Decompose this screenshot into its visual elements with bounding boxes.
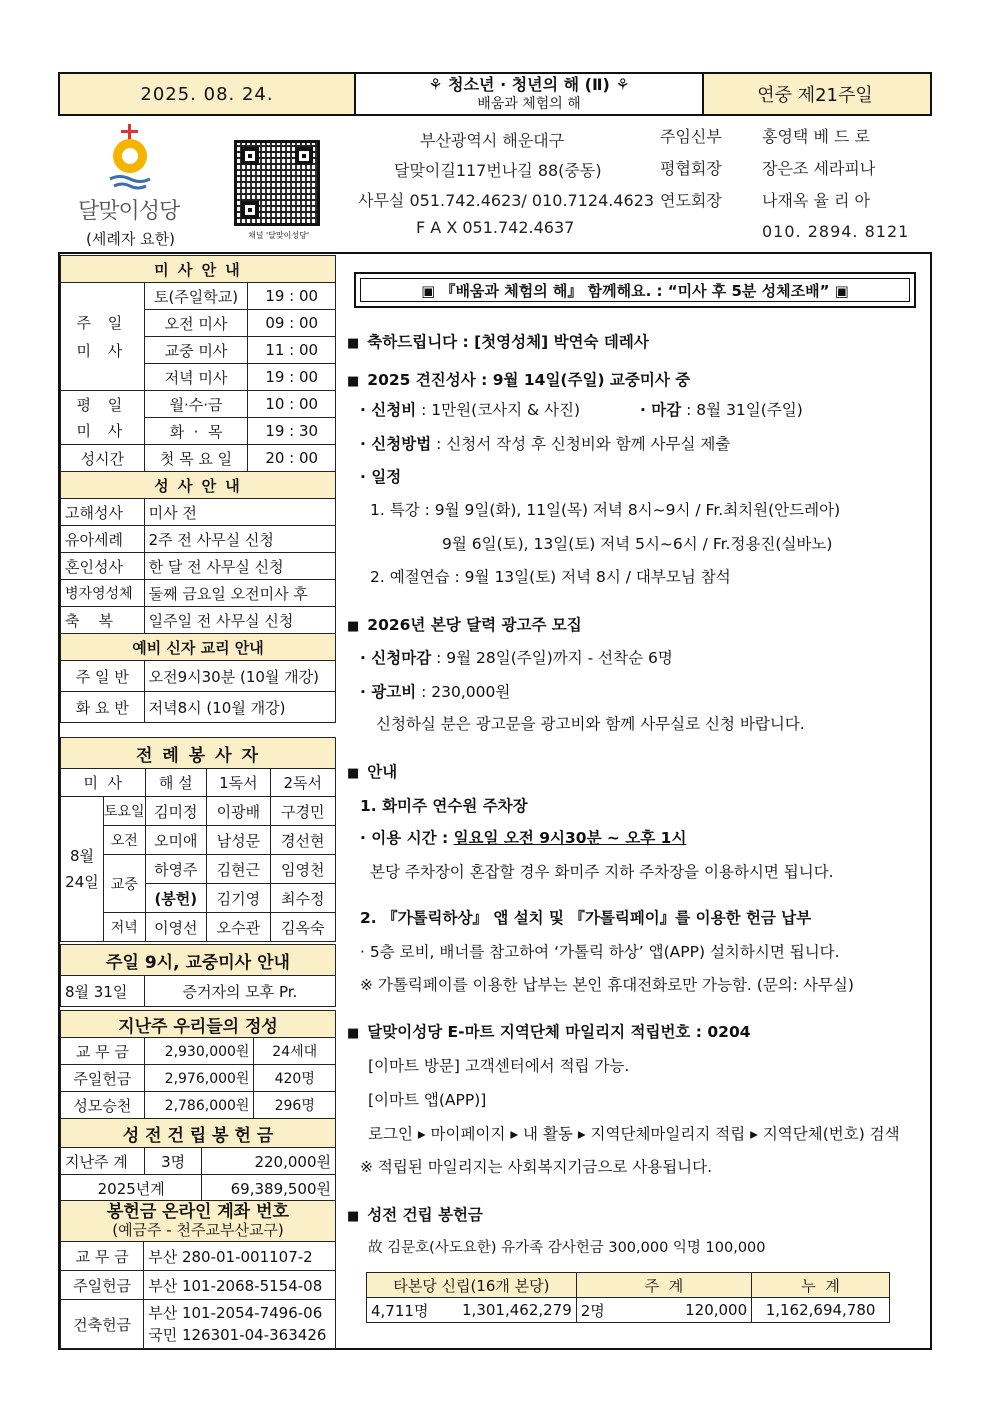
building-lastweek-label: 지난주 계 — [61, 1148, 145, 1175]
banner-box — [354, 272, 916, 308]
summary-header: 주 계 — [576, 1273, 751, 1298]
summary-header: 누 계 — [752, 1273, 890, 1298]
notice1-time — [360, 826, 686, 848]
minister-name: (봉헌) — [145, 884, 207, 913]
account-name: 주일헌금 — [61, 1271, 144, 1300]
minister-name: 김옥숙 — [270, 913, 335, 942]
catechism-class-value: 오전9시30분 (10월 개강) — [144, 661, 335, 692]
calendar-deadline — [360, 646, 673, 668]
year-theme — [354, 74, 704, 114]
year-theme-subtitle: 배움과 체험의 해 — [477, 96, 581, 112]
minister-name: 구경민 — [270, 797, 335, 826]
parish-logo-icon — [100, 124, 160, 194]
building-fund-table — [60, 1118, 336, 1202]
ministers-header: 1독서 — [207, 769, 270, 797]
staff-name-1: 홍영택 베 드 로 — [762, 127, 870, 146]
summary-cell: 2명 — [576, 1298, 634, 1323]
weekday-mass-name: 화 · 목 — [144, 418, 248, 445]
accounts-title-cell — [61, 1201, 336, 1242]
minister-mass: 교중 — [103, 855, 145, 913]
calendar-deadline-label: · 신청마감 — [360, 649, 432, 667]
ministers-title: 전 례 봉 사 자 — [61, 738, 336, 769]
catechism-class-name: 화 요 반 — [61, 692, 145, 723]
offering-name: 교 무 금 — [61, 1038, 145, 1065]
deadline-value: : 8월 31일(주일) — [681, 401, 803, 419]
staff-role-2: 평협회장 — [660, 159, 722, 178]
ministers-table — [60, 737, 336, 942]
notice1-title: 1. 화미주 연수원 주차장 — [360, 797, 528, 815]
building-lastweek-count: 3명 — [144, 1148, 202, 1175]
building-lastweek-amount: 220,000원 — [202, 1148, 336, 1175]
sacrament-name: 축 복 — [61, 607, 145, 634]
calendar-deadline-value: : 9월 28일(주일)까지 - 선착순 6명 — [431, 649, 673, 667]
emart-line: [이마트 앱(APP)] — [368, 1091, 487, 1109]
minister-name: 이광배 — [207, 797, 270, 826]
summary-cell: 1,162,694,780 — [752, 1298, 890, 1323]
header-bar — [58, 72, 932, 116]
accounts-subtitle: (예금주 - 천주교부산교구) — [112, 1221, 284, 1239]
notice-title: ■ 안내 — [347, 760, 397, 782]
confirmation-method — [360, 432, 730, 454]
sacraments-title: 성 사 안 내 — [61, 472, 336, 499]
minister-name: 김미정 — [145, 797, 207, 826]
sacrament-value: 2주 전 사무실 신청 — [144, 526, 335, 553]
sunday9-value: 증거자의 모후 Pr. — [144, 976, 335, 1007]
sunday-mass-name: 오전 미사 — [144, 310, 248, 337]
sacrament-value: 둘째 금요일 오전미사 후 — [144, 580, 335, 607]
calendar-fee-label: · 광고비 — [360, 683, 417, 701]
sunday9-table — [60, 944, 336, 1007]
sunday9-date: 8월 31일 — [61, 976, 145, 1007]
notice2-line: · 5층 로비, 배너를 참고하여 ‘가톨릭 하상’ 앱(APP) 설치하시면 됩니다. — [360, 943, 840, 961]
offering-amount: 2,976,000원 — [144, 1065, 254, 1092]
weekday-mass-time: 19 : 30 — [248, 418, 336, 445]
accounts-table — [60, 1200, 336, 1349]
fee-label: · 신청비 — [360, 401, 417, 419]
summary-cell: 120,000 — [634, 1298, 752, 1323]
parish-patron: (세례자 요한) — [86, 230, 175, 248]
offering-count: 420명 — [254, 1065, 336, 1092]
minister-name: 오미애 — [145, 826, 207, 855]
sunday-mass-time: 11 : 00 — [248, 337, 336, 364]
catechism-class-value: 저녁8시 (10월 개강) — [144, 692, 335, 723]
calendar-fee-value: : 230,000원 — [416, 683, 511, 701]
offering-table — [60, 1010, 336, 1119]
sacrament-name: 병자영성체 — [61, 580, 145, 607]
notice2-title: 2. 『가톨릭하상』 앱 설치 및 『가톨릭페이』를 이용한 헌금 납부 — [360, 909, 812, 927]
staff-role-3: 연도회장 — [660, 191, 722, 210]
offering-amount: 2,786,000원 — [144, 1092, 254, 1119]
account-number[interactable]: 부산 280-01-001107-2 — [144, 1242, 336, 1271]
calendar-note: 신청하실 분은 광고문을 광고비와 함께 사무실로 신청 바랍니다. — [376, 715, 805, 733]
minister-name: 김기영 — [207, 884, 270, 913]
qr-caption: 채널 '달맞이성당' — [248, 231, 310, 240]
staff-role-1: 주임신부 — [660, 127, 722, 146]
ministers-header: 미 사 — [61, 769, 146, 797]
schedule-item: 9월 6일(토), 13일(토) 저녁 5시~6시 / Fr.정용진(실바노) — [442, 535, 833, 553]
offering-count: 296명 — [254, 1092, 336, 1119]
minister-mass: 토요일 — [103, 797, 145, 826]
weekday-mass-label: 평 일 미 사 — [61, 391, 145, 445]
year-theme-title: ⚘ 청소년 · 청년의 해 (Ⅱ) ⚘ — [428, 75, 630, 94]
holy-hour-name: 첫 목 요 일 — [144, 445, 248, 472]
account-number[interactable]: 부산 101-2068-5154-08 — [144, 1271, 336, 1300]
contact-phone: 010. 2894. 8121 — [762, 222, 910, 241]
minister-name: 경선현 — [270, 826, 335, 855]
sacrament-value: 한 달 전 사무실 신청 — [144, 553, 335, 580]
catechism-class-name: 주 일 반 — [61, 661, 145, 692]
ministers-date: 8월 24일 — [61, 797, 104, 942]
ministers-header: 해 설 — [145, 769, 207, 797]
confirmation-fee — [360, 398, 580, 420]
building-year-amount: 69,389,500원 — [202, 1175, 336, 1202]
building-fund-line: 故 김문호(사도요한) 유가족 감사헌금 300,000 익명 100,000 — [368, 1240, 766, 1256]
sacrament-name: 고해성사 — [61, 499, 145, 526]
minister-name: 임영천 — [270, 855, 335, 884]
emart-title: ■ 달맞이성당 E-마트 지역단체 마일리지 적립번호 : 0204 — [347, 1020, 751, 1042]
notice1-time-value: 일요일 오전 9시30분 ~ 오후 1시 — [453, 829, 687, 847]
confirmation-deadline — [640, 398, 803, 420]
notice1-time-label: · 이용 시간 : — [360, 829, 454, 847]
liturgical-week: 연중 제21주일 — [757, 85, 873, 106]
notice1-note: 본당 주차장이 혼잡할 경우 화미주 지하 주차장을 이용하시면 됩니다. — [370, 863, 834, 881]
holy-hour-time: 20 : 00 — [248, 445, 336, 472]
sunday-mass-time: 19 : 00 — [248, 283, 336, 310]
minister-name: 이영선 — [145, 913, 207, 942]
building-summary-table — [366, 1272, 890, 1323]
sunday-mass-name: 토(주일학교) — [144, 283, 248, 310]
account-number[interactable]: 국민 126301-04-363426 — [148, 1326, 327, 1344]
account-name: 교 무 금 — [61, 1242, 144, 1271]
minister-name: 하영주 — [145, 855, 207, 884]
schedule-label: · 일정 — [360, 468, 402, 486]
minister-name: 최수정 — [270, 884, 335, 913]
calendar-title: ■ 2026년 본당 달력 광고주 모집 — [347, 613, 582, 635]
emart-line: 로그인 ▸ 마이페이지 ▸ 내 활동 ▸ 지역단체마일리지 적립 ▸ 지역단체(번호) 검색 — [368, 1125, 900, 1143]
accounts-title: 봉헌금 온라인 계좌 번호 — [107, 1202, 289, 1222]
address-line-1: 부산광역시 해운대구 — [420, 131, 565, 150]
staff-name-3: 나재옥 율 리 아 — [762, 191, 870, 210]
account-number[interactable]: 부산 101-2054-7496-06 — [148, 1304, 323, 1322]
sacrament-value: 일주일 전 사무실 신청 — [144, 607, 335, 634]
sunday9-title: 주일 9시, 교중미사 안내 — [61, 945, 336, 976]
sunday-mass-time: 09 : 00 — [248, 310, 336, 337]
method-label: · 신청방법 — [360, 435, 432, 453]
summary-header: 타본당 신립(16개 본당) — [367, 1273, 577, 1298]
qr-code[interactable] — [234, 140, 320, 226]
confirmation-title: ■ 2025 견진성사 : 9월 14일(주일) 교중미사 중 — [347, 368, 690, 390]
left-info-table — [60, 255, 336, 723]
minister-mass: 저녁 — [103, 913, 145, 942]
address-line-2: 달맞이길117번나길 88(중동) — [394, 161, 602, 180]
offering-name: 성모승천 — [61, 1092, 145, 1119]
method-value: : 신청서 작성 후 신청비와 함께 사무실 제출 — [431, 435, 731, 453]
building-fund-title: ■ 성전 건립 봉헌금 — [347, 1203, 483, 1225]
sunday-mass-time: 19 : 00 — [248, 364, 336, 391]
catechism-title: 예비 신자 교리 안내 — [61, 634, 336, 661]
emart-line: [이마트 방문] 고객센터에서 적립 가능. — [368, 1057, 630, 1075]
offering-amount: 2,930,000원 — [144, 1038, 254, 1065]
fee-value: : 1만원(코사지 & 사진) — [416, 401, 581, 419]
deadline-label: · 마감 — [640, 401, 682, 419]
parish-name: 달맞이성당 — [78, 199, 180, 224]
building-year-label: 2025년계 — [61, 1175, 202, 1202]
sacrament-name: 유아세례 — [61, 526, 145, 553]
sunday-mass-label: 주 일 미 사 — [61, 283, 145, 391]
building-account-cell — [144, 1300, 336, 1349]
mass-title: 미 사 안 내 — [61, 256, 336, 283]
offering-count: 24세대 — [254, 1038, 336, 1065]
minister-mass: 오전 — [103, 826, 145, 855]
fax-number: F A X 051.742.4637 — [416, 218, 575, 237]
summary-cell: 4,711명 — [367, 1298, 451, 1323]
offering-name: 주일헌금 — [61, 1065, 145, 1092]
schedule-item: 2. 예절연습 : 9월 13일(토) 저녁 8시 / 대부모님 참석 — [370, 568, 731, 586]
sacrament-value: 미사 전 — [144, 499, 335, 526]
offering-title: 지난주 우리들의 정성 — [61, 1011, 336, 1038]
weekday-mass-name: 월·수·금 — [144, 391, 248, 418]
holy-hour-label: 성시간 — [61, 445, 145, 472]
weekday-mass-time: 10 : 00 — [248, 391, 336, 418]
banner-text: ▣ 『배움과 체험의 해』 함께해요. : “미사 후 5분 성체조배” ▣ — [421, 281, 849, 300]
office-phone: 사무실 051.742.4623/ 010.7124.4623 — [358, 191, 655, 210]
schedule-item: 1. 특강 : 9월 9일(화), 11일(목) 저녁 8시~9시 / Fr.최치원(안드레아) — [370, 501, 841, 519]
bulletin-date: 2025. 08. 24. — [140, 83, 274, 105]
notice2-line: ※ 가톨릭페이를 이용한 납부는 본인 휴대전화로만 가능함. (문의: 사무실) — [360, 976, 854, 994]
summary-cell: 1,301,462,279 — [450, 1298, 576, 1323]
staff-name-2: 장은조 세라피나 — [762, 159, 876, 178]
sacrament-name: 혼인성사 — [61, 553, 145, 580]
minister-name: 남성문 — [207, 826, 270, 855]
minister-name: 오수관 — [207, 913, 270, 942]
sunday-mass-name: 저녁 미사 — [144, 364, 248, 391]
building-title: 성 전 건 립 봉 헌 금 — [61, 1119, 336, 1148]
account-name: 건축헌금 — [61, 1300, 144, 1349]
minister-name: 김현근 — [207, 855, 270, 884]
ministers-header: 2독서 — [270, 769, 335, 797]
emart-line: ※ 적립된 마일리지는 사회복지기금으로 사용됩니다. — [360, 1158, 713, 1176]
congrats-line: ■ 축하드립니다 : [첫영성체] 박연숙 데레사 — [347, 330, 649, 352]
calendar-fee — [360, 680, 510, 702]
sunday-mass-name: 교중 미사 — [144, 337, 248, 364]
